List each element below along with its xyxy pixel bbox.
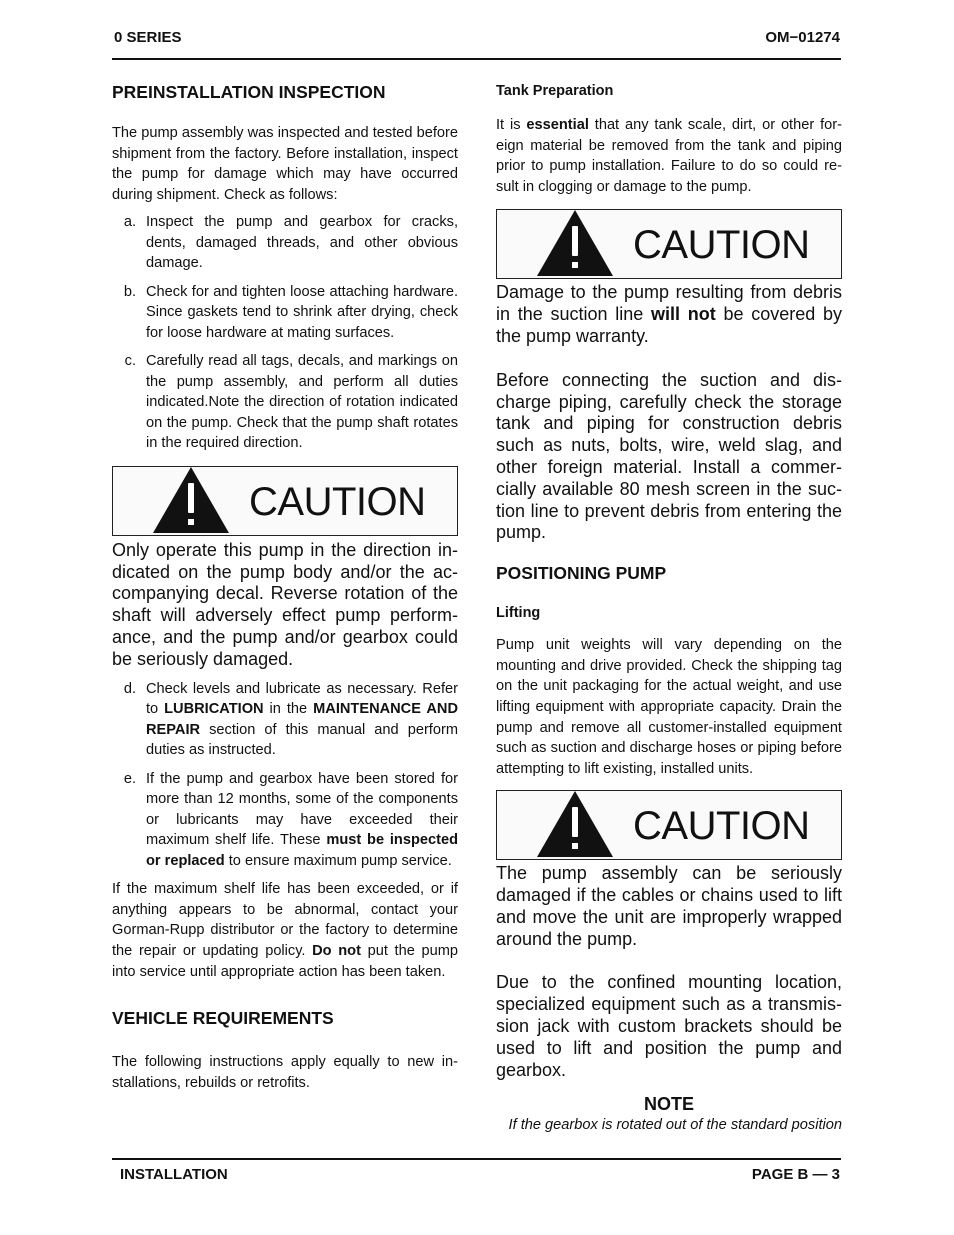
confined-location-paragraph: Due to the confined mounting location, specialized equipment such as a transmission jack with custom brackets should be used to lift and position the pump and gearbox. [496, 972, 842, 1080]
caution-box [496, 209, 842, 279]
list-item: a. Inspect the pump and gearbox for cracks, dents, damaged threads, and other obvious damage. [123, 214, 458, 272]
vehicle-requirements-heading: VEHICLE REQUIREMENTS [112, 1008, 334, 1029]
vehicle-requirements-text: The following instructions apply equally to new installations, rebuilds or retrofits. [112, 1054, 458, 1091]
list-item: c. Carefully read all tags, decals, and markings on the pump assembly, and perform all duties indicated.Note the direction of rotation indicated on the pump. Check that the pump shaft rotates in the required direction. [124, 353, 458, 452]
tank-preparation-text: It is essential that any tank scale, dirt, or other foreign material be removed from the tank and piping prior to pump installation. Failure to do so could result in clogging or damage to the pump. [496, 117, 842, 195]
footer-page-number: PAGE B — 3 [751, 1166, 840, 1183]
caution-text-rotation: Only operate this pump in the direction indicated on the pump body and/or the accompanying decal. Reverse rotation of the shaft will adversely effect pump performance, and the pump and/or gearbox could be seriously damaged. [112, 539, 458, 669]
preinstallation-heading: PREINSTALLATION INSPECTION [112, 82, 386, 102]
positioning-pump-heading: POSITIONING PUMP [496, 563, 667, 584]
list-item: e. If the pump and gearbox have been stored for more than 12 months, some of the components or lubricants may have exceeded their maximum shelf life. These must be inspected or replaced to ensure maximum pump service. [123, 770, 458, 869]
inspection-list-continued [112, 679, 458, 872]
shelf-life-paragraph: If the maximum shelf life has been exceeded, or if anything appears to be abnormal, contact your Gorman-Rupp distributor or the factory to determine the repair or updating policy. Do not put the pump into service until appropriate action has been taken. [112, 881, 459, 980]
warning-triangle-icon [537, 210, 613, 276]
caution-label: CAUTION [633, 223, 810, 268]
lifting-text: Pump unit weights will vary depending on the mounting and drive provided. Check the shipping tag on the unit packaging for the actual weight, and use lifting equipment with appropriate capacity. Drain the pump and remove all customer-installed equipment such as suction and discharge hoses or piping before attempting to lift existing, installed units. [496, 637, 842, 777]
note-text: If the gearbox is rotated out of the standard position [508, 1117, 842, 1134]
footer-rule [112, 1158, 841, 1160]
left-column [112, 78, 458, 1093]
caution-text-debris: Damage to the pump resulting from debris in the suction line will not be covered by the pump warranty. [496, 282, 842, 346]
list-item: b. Check for and tighten loose attaching hardware. Since gaskets tend to shrink after drying, check for loose hardware at mating surfaces. [123, 283, 458, 341]
list-item: d. Check levels and lubricate as necessary. Refer to LUBRICATION in the MAINTENANCE AND REPAIR section of this manual and perform duties as instructed. [123, 680, 458, 759]
header-series: 0 SERIES [114, 29, 182, 46]
footer-section: INSTALLATION [120, 1166, 228, 1183]
right-column [496, 78, 842, 1135]
header-doc-number: OM−01274 [765, 29, 840, 46]
preinstallation-intro: The pump assembly was inspected and tested before shipment from the factory. Before installation, inspect the pump for damage which may have occurred during shipment. Check as follows: [112, 125, 458, 203]
note-heading: NOTE [643, 1094, 694, 1115]
caution-text-lifting: The pump assembly can be seriously damaged if the cables or chains used to lift and move the unit are improperly wrapped around the pump. [496, 863, 842, 949]
piping-check-paragraph: Before connecting the suction and discharge piping, carefully check the storage tank and piping for construction debris such as nuts, bolts, wire, weld slag, and other foreign material. Install a commercially available 80 mesh screen in the suction line to prevent debris from entering the pump. [496, 369, 842, 543]
warning-triangle-icon [153, 467, 229, 533]
inspection-list [112, 212, 458, 454]
caution-label: CAUTION [249, 479, 426, 524]
lifting-heading: Lifting [496, 605, 541, 622]
caution-label: CAUTION [633, 804, 810, 849]
caution-box [496, 790, 842, 860]
tank-preparation-heading: Tank Preparation [496, 83, 614, 99]
header-rule [112, 58, 841, 60]
caution-box [112, 466, 458, 536]
warning-triangle-icon [537, 791, 613, 857]
